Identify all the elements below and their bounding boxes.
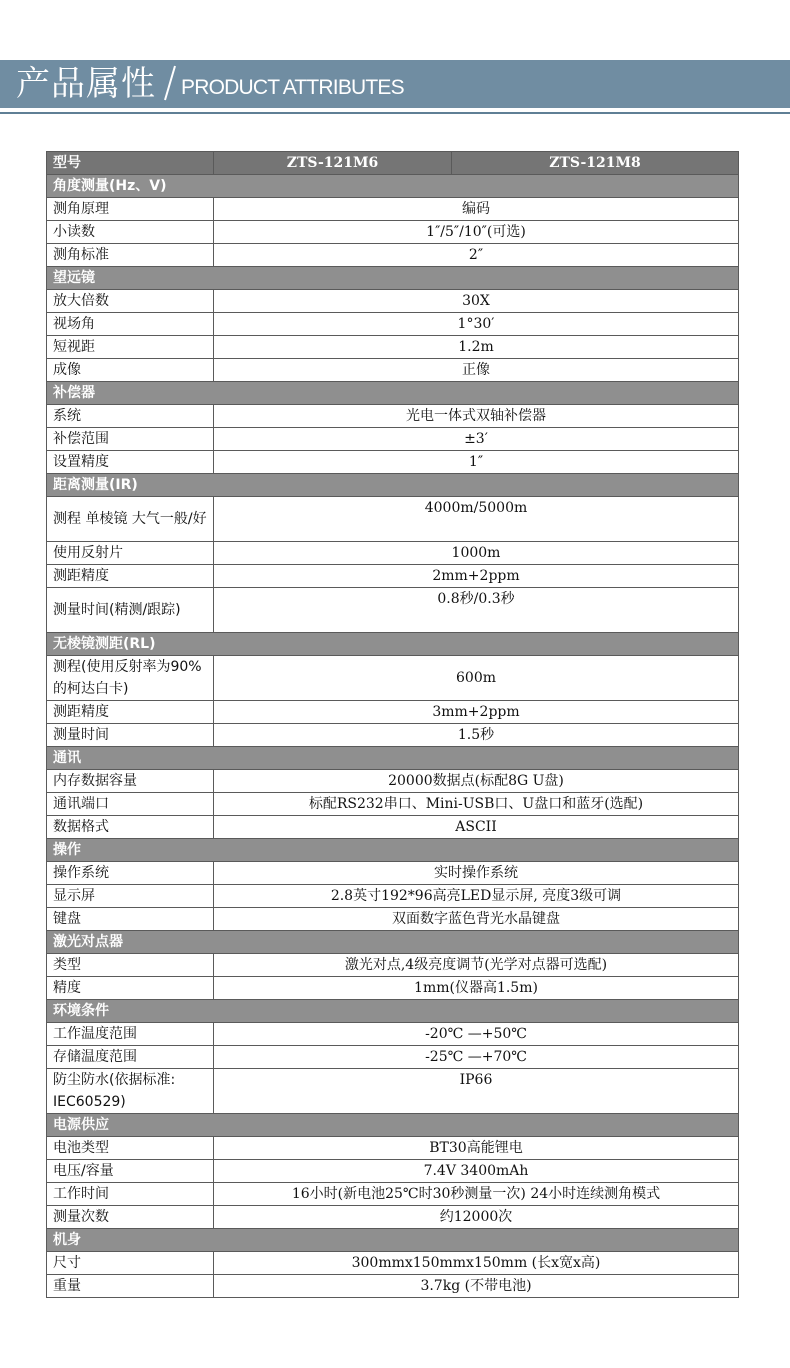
- spec-row: [47, 565, 739, 588]
- spec-value: 30X: [214, 290, 739, 313]
- spec-value: 正像: [214, 359, 739, 382]
- section-title-cell: 望远镜: [47, 267, 739, 290]
- spec-label: 电池类型: [47, 1137, 214, 1160]
- section-row: [47, 1229, 739, 1252]
- section-row: [47, 931, 739, 954]
- spec-row: [47, 542, 739, 565]
- spec-row: [47, 198, 739, 221]
- spec-value: 实时操作系统: [214, 862, 739, 885]
- spec-label: 测程 单棱镜 大气一般/好: [47, 497, 214, 542]
- spec-label: 工作时间: [47, 1183, 214, 1206]
- spec-label: 测量时间(精测/跟踪): [47, 588, 214, 633]
- spec-label: 显示屏: [47, 885, 214, 908]
- spec-row: [47, 1160, 739, 1183]
- spec-row: [47, 862, 739, 885]
- spec-value: -20℃ —+50℃: [214, 1023, 739, 1046]
- spec-label: 存储温度范围: [47, 1046, 214, 1069]
- spec-label: 操作系统: [47, 862, 214, 885]
- spec-label: 成像: [47, 359, 214, 382]
- section-title: 产品属性: [16, 64, 156, 104]
- section-header-bar: [0, 60, 790, 108]
- spec-value: 600m: [214, 656, 739, 701]
- spec-value: 1°30′: [214, 313, 739, 336]
- spec-table: [46, 151, 739, 1298]
- model-label: 型号: [47, 152, 214, 175]
- spec-value: 2.8英寸192*96高亮LED显示屏, 亮度3级可调: [214, 885, 739, 908]
- spec-row: [47, 221, 739, 244]
- spec-value: ±3′: [214, 428, 739, 451]
- model-value: ZTS-121M6: [214, 152, 452, 175]
- spec-label: 通讯端口: [47, 793, 214, 816]
- spec-row: [47, 656, 739, 701]
- spec-label: 放大倍数: [47, 290, 214, 313]
- spec-label: 视场角: [47, 313, 214, 336]
- spec-value: 2mm+2ppm: [214, 565, 739, 588]
- spec-value: 16小时(新电池25℃时30秒测量一次) 24小时连续测角模式: [214, 1183, 739, 1206]
- section-title-cell: 机身: [47, 1229, 739, 1252]
- spec-row: [47, 290, 739, 313]
- spec-label: 测距精度: [47, 565, 214, 588]
- spec-label: 短视距: [47, 336, 214, 359]
- spec-row: [47, 313, 739, 336]
- spec-row: [47, 770, 739, 793]
- spec-label: 电压/容量: [47, 1160, 214, 1183]
- spec-label: 键盘: [47, 908, 214, 931]
- spec-value: 1mm(仪器高1.5m): [214, 977, 739, 1000]
- section-title-cell: 距离测量(IR): [47, 474, 739, 497]
- section-title-cell: 角度测量(Hz、V): [47, 175, 739, 198]
- spec-label: 测量时间: [47, 724, 214, 747]
- spec-value: 1000m: [214, 542, 739, 565]
- spec-row: [47, 954, 739, 977]
- spec-label: 设置精度: [47, 451, 214, 474]
- spec-label: 测角原理: [47, 198, 214, 221]
- model-row: [47, 152, 739, 175]
- spec-value: 1″: [214, 451, 739, 474]
- spec-value: 3mm+2ppm: [214, 701, 739, 724]
- spec-value: 2″: [214, 244, 739, 267]
- section-row: [47, 633, 739, 656]
- section-row: [47, 382, 739, 405]
- spec-row: [47, 885, 739, 908]
- section-title-cell: 通讯: [47, 747, 739, 770]
- spec-row: [47, 1206, 739, 1229]
- section-row: [47, 839, 739, 862]
- spec-value: 0.8秒/0.3秒: [214, 588, 739, 633]
- spec-row: [47, 428, 739, 451]
- spec-label: 小读数: [47, 221, 214, 244]
- spec-label: 测距精度: [47, 701, 214, 724]
- spec-value: ASCII: [214, 816, 739, 839]
- spec-row: [47, 497, 739, 542]
- spec-value: 3.7kg (不带电池): [214, 1275, 739, 1298]
- spec-row: [47, 244, 739, 267]
- spec-row: [47, 1183, 739, 1206]
- section-row: [47, 1114, 739, 1137]
- spec-label: 类型: [47, 954, 214, 977]
- spec-row: [47, 908, 739, 931]
- spec-value: 光电一体式双轴补偿器: [214, 405, 739, 428]
- section-row: [47, 175, 739, 198]
- spec-value: 1.2m: [214, 336, 739, 359]
- spec-label: 测量次数: [47, 1206, 214, 1229]
- spec-value: 1″/5″/10″(可选): [214, 221, 739, 244]
- spec-label: 数据格式: [47, 816, 214, 839]
- section-title-cell: 电源供应: [47, 1114, 739, 1137]
- section-title-cell: 操作: [47, 839, 739, 862]
- spec-label: 精度: [47, 977, 214, 1000]
- section-title-cell: 补偿器: [47, 382, 739, 405]
- spec-value: IP66: [214, 1069, 739, 1114]
- spec-label: 测程(使用反射率为90%的柯达白卡): [47, 656, 214, 701]
- spec-value: 编码: [214, 198, 739, 221]
- slash-divider-icon: [162, 60, 178, 104]
- section-title-cell: 环境条件: [47, 1000, 739, 1023]
- spec-row: [47, 359, 739, 382]
- spec-row: [47, 793, 739, 816]
- spec-value: 4000m/5000m: [214, 497, 739, 542]
- spec-label: 补偿范围: [47, 428, 214, 451]
- section-title-cell: 无棱镜测距(RL): [47, 633, 739, 656]
- spec-value: 双面数字蓝色背光水晶键盘: [214, 908, 739, 931]
- spec-label: 使用反射片: [47, 542, 214, 565]
- section-row: [47, 747, 739, 770]
- spec-value: 约12000次: [214, 1206, 739, 1229]
- spec-row: [47, 405, 739, 428]
- spec-label: 测角标准: [47, 244, 214, 267]
- spec-label: 尺寸: [47, 1252, 214, 1275]
- section-row: [47, 267, 739, 290]
- spec-value: 20000数据点(标配8G U盘): [214, 770, 739, 793]
- spec-value: 标配RS232串口、Mini-USB口、U盘口和蓝牙(选配): [214, 793, 739, 816]
- spec-label: 防尘防水(依据标准: IEC60529): [47, 1069, 214, 1114]
- spec-row: [47, 1137, 739, 1160]
- section-row: [47, 1000, 739, 1023]
- spec-row: [47, 336, 739, 359]
- spec-row: [47, 1275, 739, 1298]
- spec-label: 系统: [47, 405, 214, 428]
- spec-row: [47, 1046, 739, 1069]
- section-row: [47, 474, 739, 497]
- spec-value: 300mmx150mmx150mm (长x宽x高): [214, 1252, 739, 1275]
- spec-row: [47, 588, 739, 633]
- spec-value: 激光对点,4级亮度调节(光学对点器可选配): [214, 954, 739, 977]
- spec-row: [47, 977, 739, 1000]
- spec-value: 1.5秒: [214, 724, 739, 747]
- model-value: ZTS-121M8: [452, 152, 739, 175]
- spec-value: -25℃ —+70℃: [214, 1046, 739, 1069]
- spec-row: [47, 701, 739, 724]
- section-subtitle: PRODUCT ATTRIBUTES: [181, 76, 404, 99]
- section-title-cell: 激光对点器: [47, 931, 739, 954]
- spec-row: [47, 1023, 739, 1046]
- spec-label: 重量: [47, 1275, 214, 1298]
- spec-label: 内存数据容量: [47, 770, 214, 793]
- header-divider: [0, 112, 790, 114]
- spec-row: [47, 451, 739, 474]
- spec-row: [47, 724, 739, 747]
- spec-value: 7.4V 3400mAh: [214, 1160, 739, 1183]
- spec-row: [47, 1252, 739, 1275]
- spec-value: BT30高能锂电: [214, 1137, 739, 1160]
- spec-row: [47, 1069, 739, 1114]
- spec-row: [47, 816, 739, 839]
- spec-label: 工作温度范围: [47, 1023, 214, 1046]
